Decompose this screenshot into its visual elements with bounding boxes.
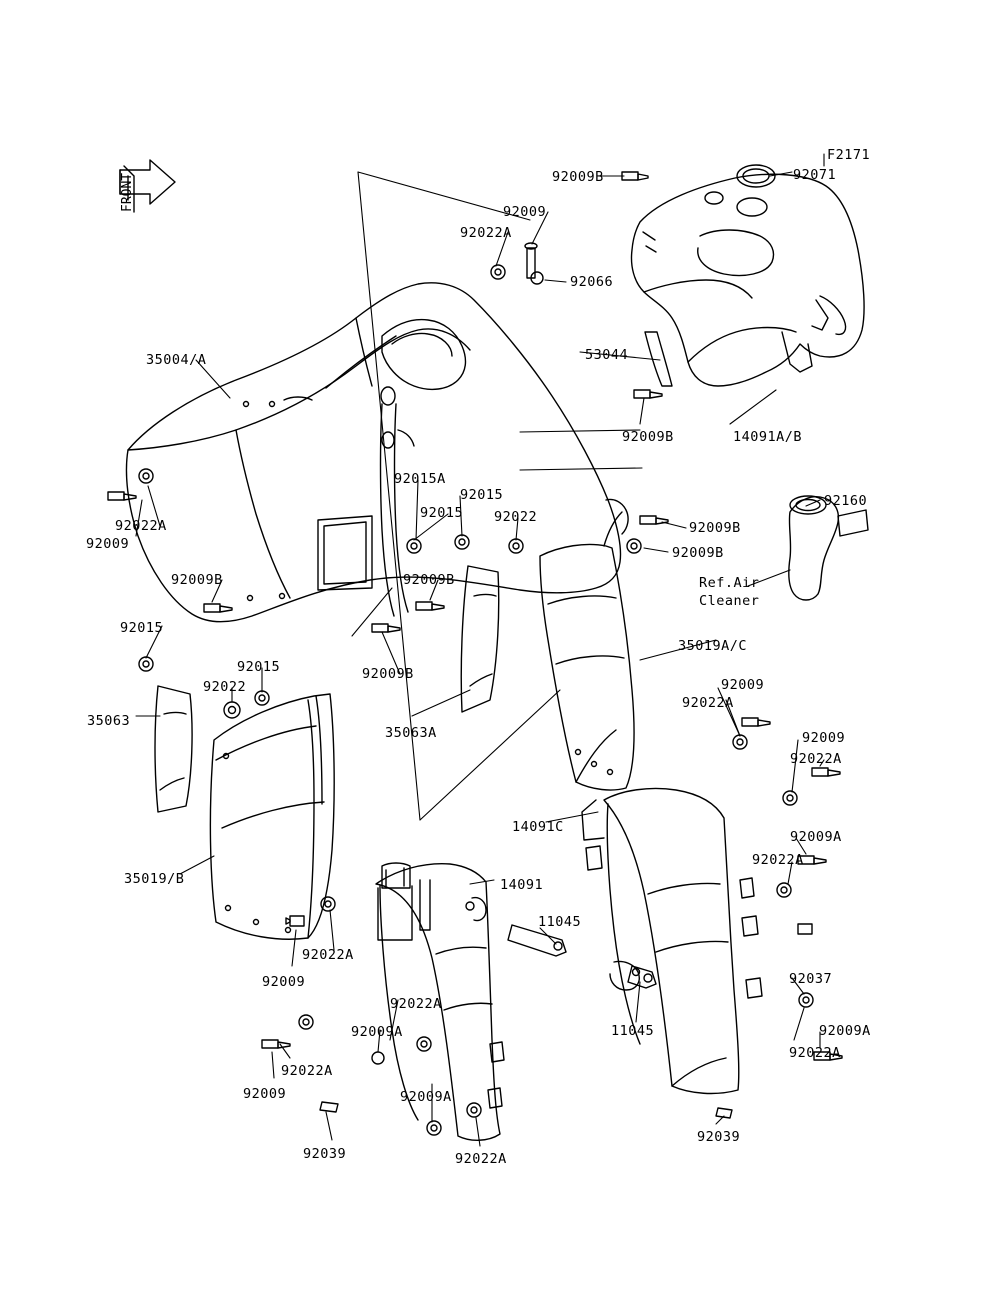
- part-label-cleaner: Cleaner: [699, 593, 760, 609]
- part-label-92039: 92039: [303, 1146, 347, 1162]
- part-label-92009b: 92009B: [672, 545, 724, 561]
- part-label-35004-a: 35004/A: [146, 352, 207, 368]
- part-label-92009b: 92009B: [689, 520, 741, 536]
- part-label-92009b: 92009B: [171, 572, 223, 588]
- part-label-92009b: 92009B: [622, 429, 674, 445]
- part-label-92009: 92009: [262, 974, 306, 990]
- part-label-92009: 92009: [86, 536, 130, 552]
- part-label-14091: 14091: [500, 877, 544, 893]
- part-label-92066: 92066: [570, 274, 614, 290]
- part-label-14091c: 14091C: [512, 819, 564, 835]
- part-label-92071: 92071: [793, 167, 837, 183]
- part-label-92022: 92022: [494, 509, 538, 525]
- part-label-92022a: 92022A: [789, 1045, 841, 1061]
- part-label-92009: 92009: [721, 677, 765, 693]
- part-label-11045: 11045: [538, 914, 582, 930]
- part-11045-bracket-left: [628, 966, 656, 988]
- part-label-92015: 92015: [120, 620, 164, 636]
- svg-text:FRONT: FRONT: [120, 172, 135, 212]
- part-label-92022a: 92022A: [460, 225, 512, 241]
- part-label-ref-air: Ref.Air: [699, 575, 760, 591]
- part-14091AB-tank-cover: [632, 165, 865, 386]
- part-label-92039: 92039: [697, 1129, 741, 1145]
- part-label-92009b: 92009B: [403, 572, 455, 588]
- part-label-92022a: 92022A: [302, 947, 354, 963]
- part-label-92015: 92015: [237, 659, 281, 675]
- part-label-92009a: 92009A: [819, 1023, 871, 1039]
- part-label-92022a: 92022A: [752, 852, 804, 868]
- part-label-92009a: 92009A: [400, 1089, 452, 1105]
- part-label-92022a: 92022A: [455, 1151, 507, 1167]
- part-label-92009b: 92009B: [552, 169, 604, 185]
- part-14091C-cover-right: [582, 788, 762, 1093]
- part-label-92022a: 92022A: [682, 695, 734, 711]
- part-label-f2171: F2171: [827, 147, 871, 163]
- part-label-35019-b: 35019/B: [124, 871, 185, 887]
- part-label-92009a: 92009A: [790, 829, 842, 845]
- part-35019B-inner-fender-left: [210, 694, 334, 939]
- part-35063-bracket: [155, 686, 192, 812]
- part-label-92015: 92015: [420, 505, 464, 521]
- part-label-92160: 92160: [824, 493, 868, 509]
- part-label-92022: 92022: [203, 679, 247, 695]
- part-label-35063: 35063: [87, 713, 131, 729]
- part-label-92015: 92015: [460, 487, 504, 503]
- part-92160-duct: [789, 493, 868, 600]
- part-label-35063a: 35063A: [385, 725, 437, 741]
- part-label-92037: 92037: [789, 971, 833, 987]
- part-35063A-bracket: [461, 566, 498, 712]
- part-label-11045: 11045: [611, 1023, 655, 1039]
- part-label-92009: 92009: [243, 1086, 287, 1102]
- part-label-92022a: 92022A: [790, 751, 842, 767]
- part-label-92009b: 92009B: [362, 666, 414, 682]
- part-label-35019a-c: 35019A/C: [678, 638, 748, 654]
- part-label-92009a: 92009A: [351, 1024, 403, 1040]
- part-label-53044: 53044: [585, 347, 629, 363]
- part-label-92022a: 92022A: [390, 996, 442, 1012]
- front-direction-marker: [120, 160, 175, 212]
- part-label-92022a: 92022A: [281, 1063, 333, 1079]
- part-label-92015a: 92015A: [394, 471, 446, 487]
- part-label-92022a: 92022A: [115, 518, 167, 534]
- part-label-92009: 92009: [802, 730, 846, 746]
- part-label-92009: 92009: [503, 204, 547, 220]
- part-label-14091a-b: 14091A/B: [733, 429, 803, 445]
